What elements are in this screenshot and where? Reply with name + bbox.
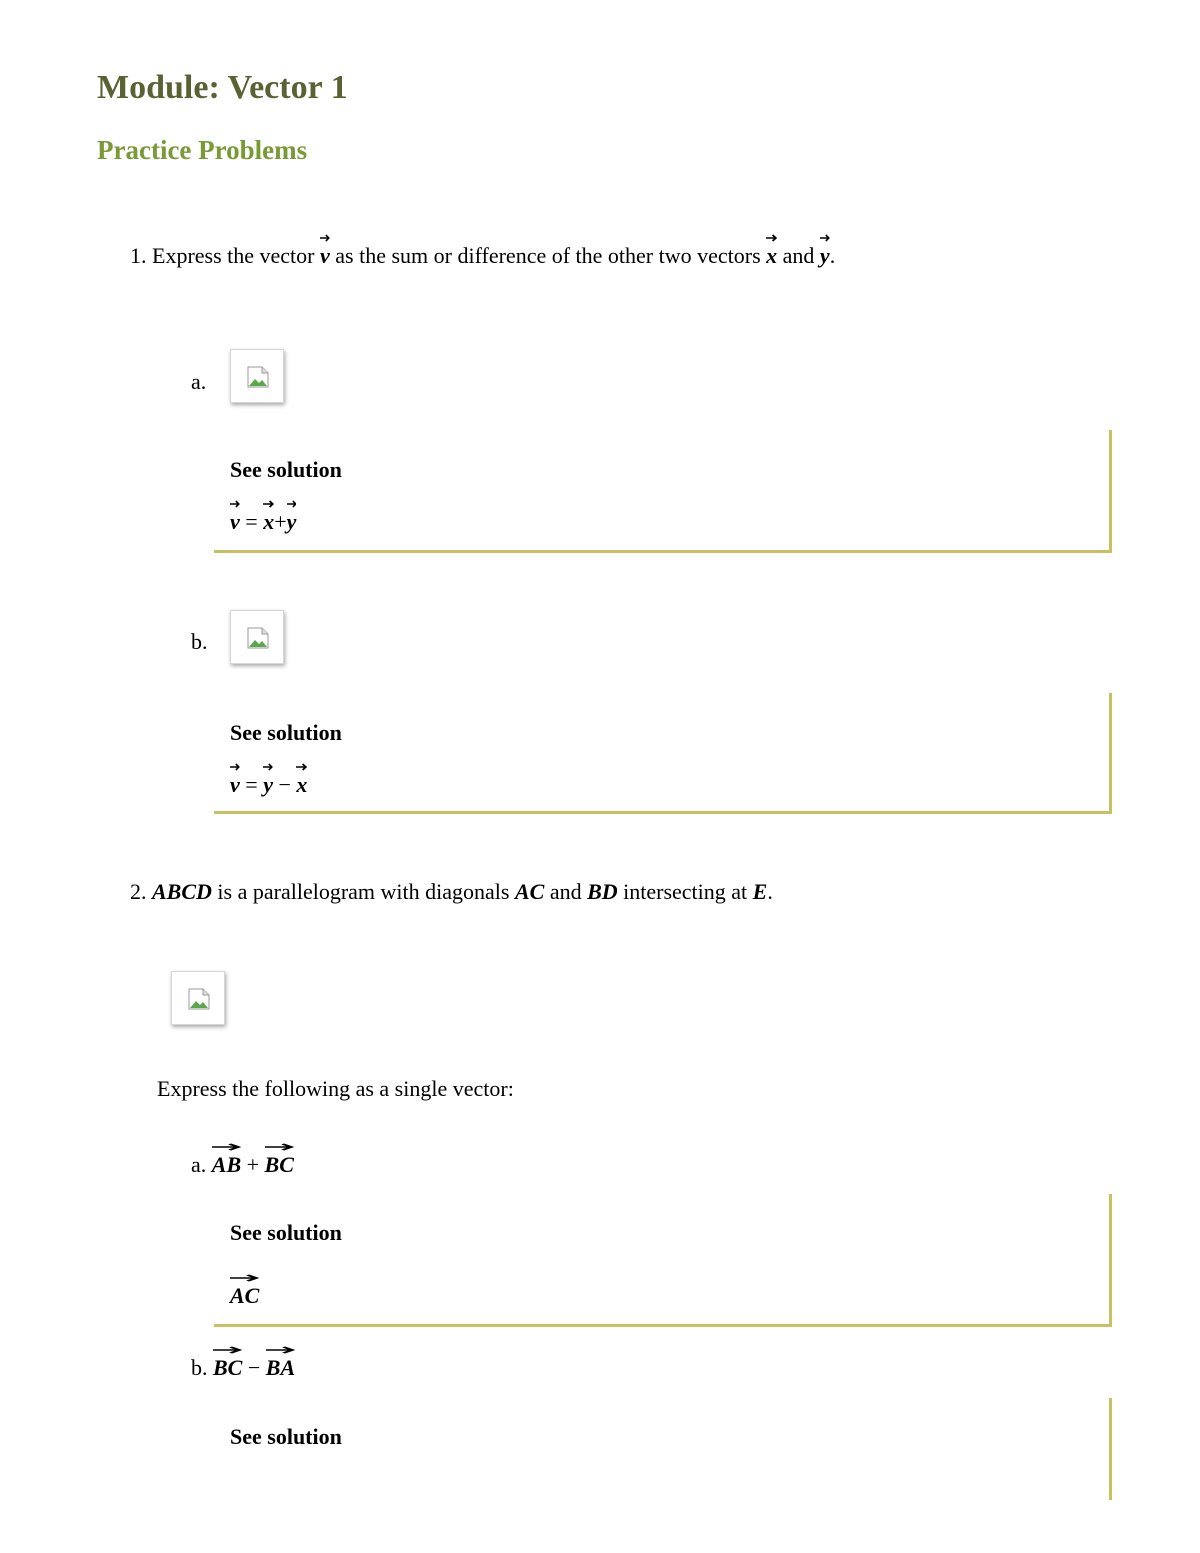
question-1-and: and: [782, 243, 815, 268]
math-abcd: ABCD: [152, 879, 212, 904]
vector-y: y: [820, 241, 830, 271]
broken-image-icon: [246, 365, 270, 389]
part-1a-label: a.: [191, 369, 207, 394]
broken-image-1b: [230, 610, 284, 664]
section-subtitle: Practice Problems: [97, 135, 308, 165]
answer-1b: v = y − x: [230, 770, 307, 800]
broken-image-1a: [230, 349, 284, 403]
see-solution-1a[interactable]: See solution: [230, 457, 342, 482]
answer-2a: AC: [230, 1281, 259, 1311]
part-2a: a. AB + BC: [191, 1150, 294, 1180]
answer-1a: v = x+ y: [230, 507, 296, 537]
page-title: Module: Vector 1: [97, 69, 348, 106]
question-1-number: 1.: [130, 243, 147, 268]
question-1: 1. Express the vector v as the sum or difference of the other two vectors x and y.: [130, 241, 835, 271]
solution-2a: [214, 1194, 1112, 1327]
part-2b: b. BC − BA: [191, 1353, 295, 1383]
see-solution-2a[interactable]: See solution: [230, 1220, 342, 1245]
vector-x: x: [766, 241, 777, 271]
vector-v: v: [320, 241, 330, 271]
question-1-text-a: Express the vector: [152, 243, 315, 268]
see-solution-2b[interactable]: See solution: [230, 1424, 342, 1449]
math-e: E: [752, 879, 768, 904]
solution-2b: [214, 1398, 1112, 1500]
question-1-text-b: as the sum or difference of the other two vectors: [335, 243, 761, 268]
broken-image-q2: [171, 971, 225, 1025]
part-1b-label: b.: [191, 629, 208, 654]
question-2-instruction: Express the following as a single vector:: [157, 1076, 514, 1101]
math-bd: BD: [587, 879, 618, 904]
solution-1a: [214, 430, 1112, 550]
question-2: 2. ABCD is a parallelogram with diagonals AC and BD intersecting at E.: [130, 879, 773, 904]
broken-image-icon: [246, 626, 270, 650]
math-ac: AC: [514, 879, 545, 904]
question-2-number: 2.: [130, 879, 147, 904]
solution-1b: [214, 693, 1112, 814]
see-solution-1b[interactable]: See solution: [230, 720, 342, 745]
broken-image-icon: [187, 987, 211, 1011]
